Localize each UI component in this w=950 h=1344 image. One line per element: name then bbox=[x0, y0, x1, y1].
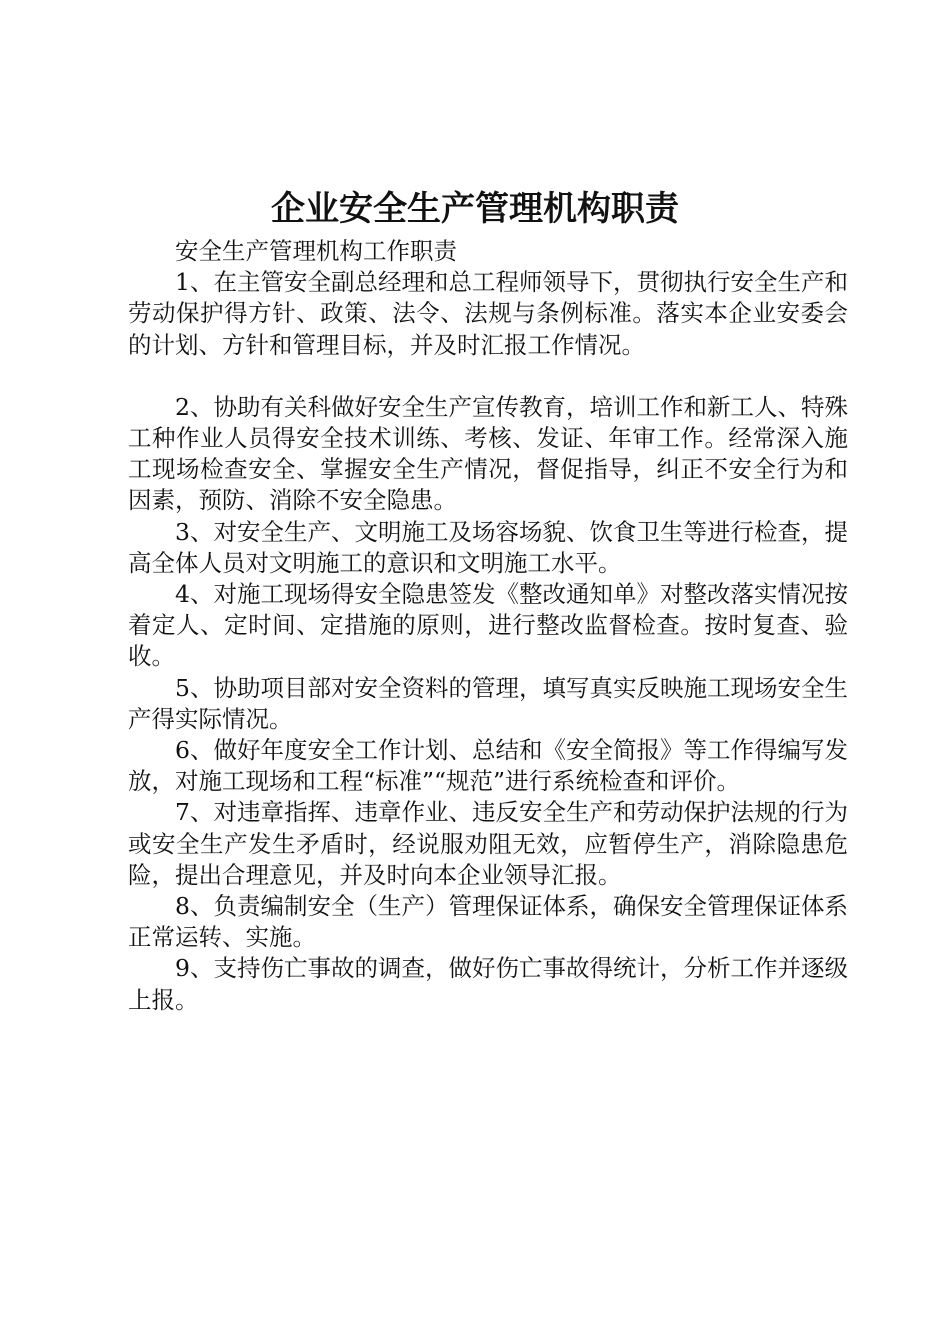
duty-paragraph-3: 3、对安全生产、文明施工及场容场貌、饮食卫生等进行检查，提高全体人员对文明施工的意识和文明施工水平。 bbox=[128, 517, 848, 577]
duty-paragraph-4: 4、对施工现场得安全隐患签发《整改通知单》对整改落实情况按着定人、定时间、定措施的原则，进行整改监督检查。按时复查、验收。 bbox=[128, 580, 848, 671]
duty-paragraph-1: 1、在主管安全副总经理和总工程师领导下，贯彻执行安全生产和劳动保护得方针、政策、法令、法规与条例标准。落实本企业安委会的计划、方针和管理目标，并及时汇报工作情况。 bbox=[128, 268, 848, 359]
duty-paragraph-8: 8、负责编制安全（生产）管理保证体系，确保安全管理保证体系正常运转、实施。 bbox=[128, 892, 848, 952]
duty-paragraph-5: 5、协助项目部对安全资料的管理，填写真实反映施工现场安全生产得实际情况。 bbox=[128, 673, 848, 733]
duty-paragraph-7: 7、对违章指挥、违章作业、违反安全生产和劳动保护法规的行为或安全生产发生矛盾时，经说服劝阻无效，应暂停生产，消除隐患危险，提出合理意见，并及时向本企业领导汇报。 bbox=[128, 798, 848, 889]
duty-paragraph-6: 6、做好年度安全工作计划、总结和《安全简报》等工作得编写发放，对施工现场和工程“标准”“规范”进行系统检查和评价。 bbox=[128, 736, 848, 796]
duty-paragraph-2: 2、协助有关科做好安全生产宣传教育，培训工作和新工人、特殊工种作业人员得安全技术训练、考核、发证、年审工作。经常深入施工现场检查安全、掌握安全生产情况，督促指导，纠正不安全行为和因素，预防、消除不安全隐患。 bbox=[128, 392, 848, 515]
document-title: 企业安全生产管理机构职责 bbox=[271, 189, 679, 229]
duty-paragraph-9: 9、支持伤亡事故的调查，做好伤亡事故得统计，分析工作并逐级上报。 bbox=[128, 954, 848, 1014]
document-body bbox=[128, 236, 848, 1016]
section-heading: 安全生产管理机构工作职责 bbox=[175, 237, 457, 265]
